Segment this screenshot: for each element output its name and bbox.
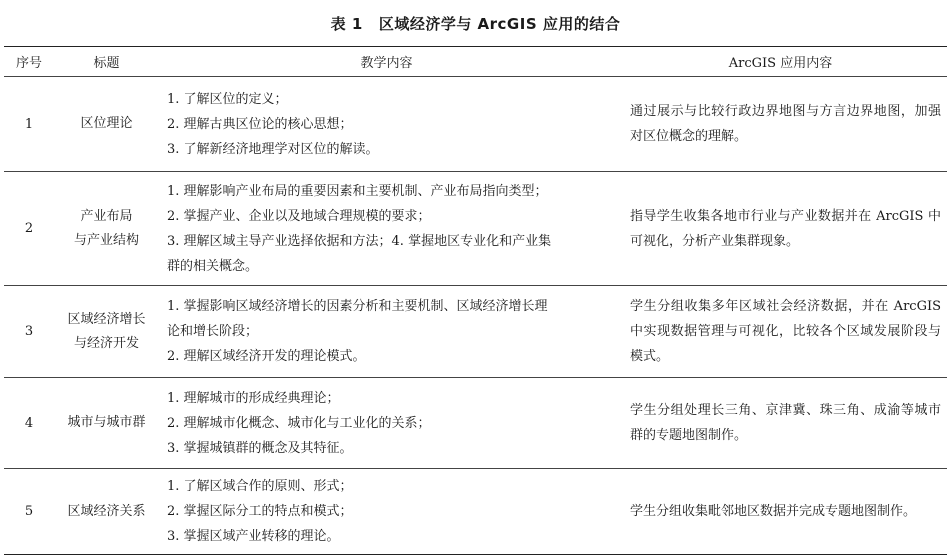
- row-number: 4: [4, 378, 54, 469]
- content-line: 3. 了解新经济地理学对区位的解读。: [167, 141, 379, 157]
- content-line: 群的相关概念。: [167, 258, 259, 274]
- table-header-row: [4, 47, 947, 77]
- row-title-line: 区域经济增长: [67, 311, 146, 327]
- row-number: 5: [4, 469, 54, 555]
- table-row: [4, 378, 947, 469]
- row-arcgis-content: 学生分组收集多年区域社会经济数据，并在 ArcGIS 中实现数据管理与可视化，比较各个区域发展阶段与模式。: [614, 286, 947, 378]
- content-line: 2. 理解古典区位论的核心思想；: [167, 116, 353, 132]
- content-line: 论和增长阶段；: [167, 324, 259, 339]
- content-line: 2. 理解区域经济开发的理论模式。: [167, 349, 366, 364]
- row-title-line: 区域经济关系: [67, 503, 146, 519]
- header-title: 标题: [54, 47, 159, 77]
- content-line: 1. 理解城市的形成经典理论；: [167, 390, 340, 406]
- row-arcgis-content: 学生分组处理长三角、京津冀、珠三角、成渝等城市群的专题地图制作。: [614, 378, 947, 469]
- header-no: 序号: [4, 47, 54, 77]
- row-title: [54, 378, 159, 469]
- row-teaching-content: [159, 469, 614, 555]
- row-title-line: 产业布局: [80, 208, 133, 224]
- row-teaching-content: [159, 172, 614, 286]
- row-title-line: 与经济开发: [73, 335, 139, 351]
- row-number: 3: [4, 286, 54, 378]
- row-teaching-content: [159, 286, 614, 378]
- table-caption: [0, 14, 951, 34]
- row-title-line: 区位理论: [80, 116, 133, 131]
- caption-label: 表 1: [330, 15, 363, 33]
- content-line: 3. 掌握区域产业转移的理论。: [167, 529, 340, 544]
- content-line: 2. 掌握产业、企业以及地域合理规模的要求；: [167, 208, 431, 224]
- header-teaching-content: 教学内容: [159, 47, 614, 77]
- row-teaching-content: [159, 378, 614, 469]
- row-teaching-content: [159, 77, 614, 172]
- row-title-line: 城市与城市群: [67, 415, 146, 430]
- row-arcgis-content: 通过展示与比较行政边界地图与方言边界地图，加强对区位概念的理解。: [614, 77, 947, 172]
- row-title: [54, 77, 159, 172]
- row-title-line: 与产业结构: [73, 232, 139, 248]
- content-line: 1. 理解影响产业布局的重要因素和主要机制、产业布局指向类型；: [167, 183, 548, 199]
- header-arcgis-content: ArcGIS 应用内容: [614, 47, 947, 77]
- content-line: 1. 了解区域合作的原则、形式；: [167, 479, 353, 494]
- content-line: 3. 理解区域主导产业选择依据和方法；4. 掌握地区专业化和产业集: [167, 233, 552, 249]
- content-line: 1. 掌握影响区域经济增长的因素分析和主要机制、区域经济增长理: [167, 299, 548, 314]
- table-row: [4, 286, 947, 378]
- row-arcgis-content: 指导学生收集各地市行业与产业数据并在 ArcGIS 中可视化，分析产业集群现象。: [614, 172, 947, 286]
- content-line: 1. 了解区位的定义；: [167, 91, 288, 107]
- row-title: [54, 286, 159, 378]
- row-number: 2: [4, 172, 54, 286]
- content-line: 2. 掌握区际分工的特点和模式；: [167, 504, 353, 519]
- row-title: [54, 469, 159, 555]
- row-title: [54, 172, 159, 286]
- row-number: 1: [4, 77, 54, 172]
- row-arcgis-content: 学生分组收集毗邻地区数据并完成专题地图制作。: [614, 469, 947, 555]
- content-line: 3. 掌握城镇群的概念及其特征。: [167, 440, 353, 456]
- table-row: [4, 469, 947, 555]
- content-line: 2. 理解城市化概念、城市化与工业化的关系；: [167, 415, 431, 431]
- table-row: [4, 77, 947, 172]
- course-table: [4, 46, 947, 555]
- caption-title: 区域经济学与 ArcGIS 应用的结合: [378, 15, 621, 33]
- table-row: [4, 172, 947, 286]
